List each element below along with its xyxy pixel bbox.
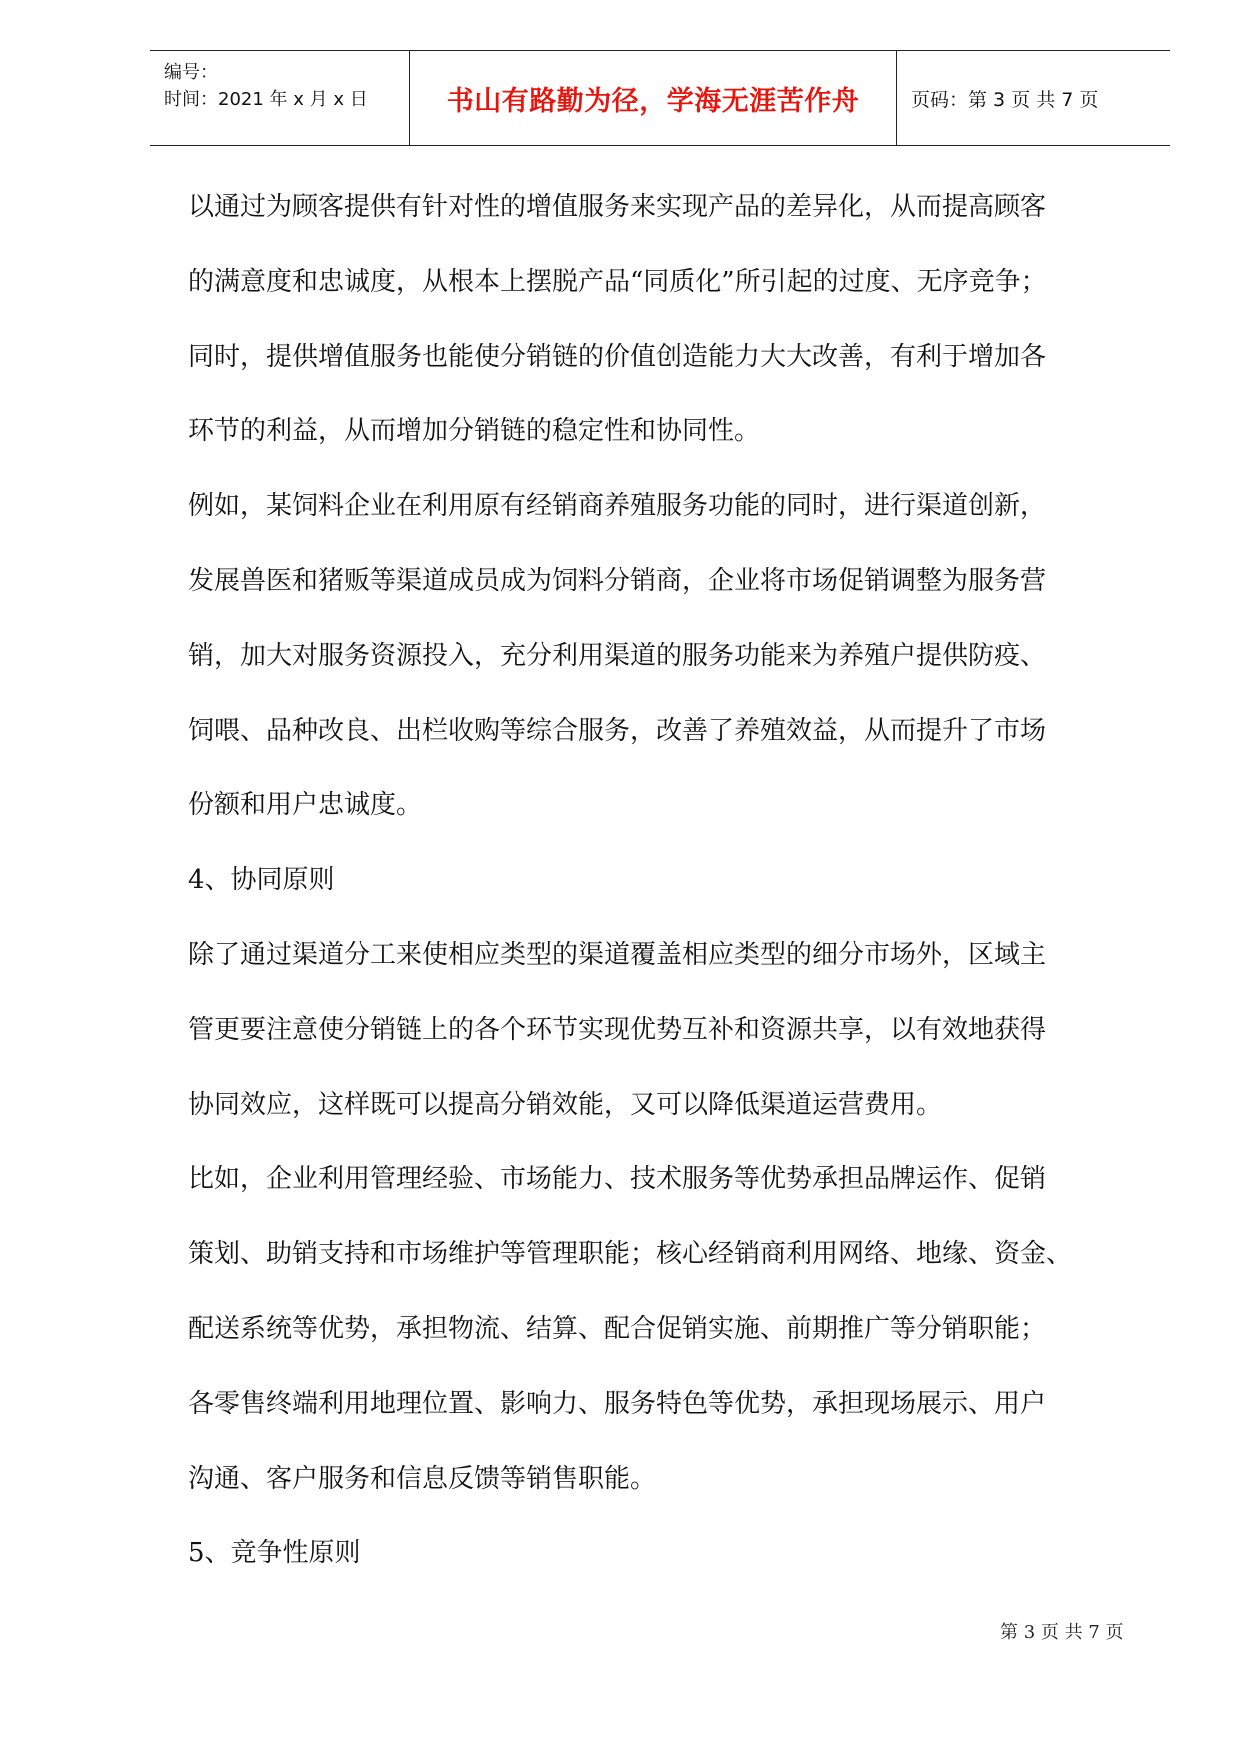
document-header <box>150 50 1170 146</box>
section-heading: 5、竞争性原则 <box>188 1538 361 1569</box>
body-line: 环节的利益，从而增加分销链的稳定性和协同性。 <box>188 416 761 447</box>
body-line: 各零售终端利用地理位置、影响力、服务特色等优势，承担现场展示、用户 <box>188 1388 1047 1419</box>
body-line: 例如，某饲料企业在利用原有经销商养殖服务功能的同时，进行渠道创新， <box>188 491 1047 522</box>
header-meta-cell <box>150 51 410 145</box>
body-line: 销，加大对服务资源投入，充分利用渠道的服务功能来为养殖户提供防疫、 <box>188 640 1047 671</box>
body-line: 的满意度和忠诚度，从根本上摆脱产品“同质化”所引起的过度、无序竞争； <box>188 266 1047 297</box>
body-line: 管更要注意使分销链上的各个环节实现优势互补和资源共享，以有效地获得 <box>188 1014 1047 1045</box>
section-heading: 4、协同原则 <box>188 865 335 896</box>
body-line: 配送系统等优势，承担物流、结算、配合促销实施、前期推广等分销职能； <box>188 1313 1047 1344</box>
page-footer: 第 3 页 共 7 页 <box>1000 1622 1124 1643</box>
header-motto: 书山有路勤为径，学海无涯苦作舟 <box>446 85 860 117</box>
body-line: 协同效应，这样既可以提高分销效能，又可以降低渠道运营费用。 <box>188 1089 943 1120</box>
body-line: 饲喂、品种改良、出栏收购等综合服务，改善了养殖效益，从而提升了市场 <box>188 715 1047 746</box>
body-line: 发展兽医和猪贩等渠道成员成为饲料分销商，企业将市场促销调整为服务营 <box>188 565 1047 596</box>
body-line: 策划、助销支持和市场维护等管理职能；核心经销商利用网络、地缘、资金、 <box>188 1239 1073 1270</box>
header-page-info: 页码：第 3 页 共 7 页 <box>911 88 1099 111</box>
body-line: 除了通过渠道分工来使相应类型的渠道覆盖相应类型的细分市场外，区域主 <box>188 939 1047 970</box>
header-page-cell <box>897 51 1170 145</box>
document-body <box>188 170 1148 1591</box>
document-date-line: 时间：2021 年 x 月 x 日 <box>164 89 368 110</box>
header-motto-cell <box>410 51 897 145</box>
body-line: 份额和用户忠诚度。 <box>188 790 423 821</box>
body-line: 比如，企业利用管理经验、市场能力、技术服务等优势承担品牌运作、促销 <box>188 1164 1047 1195</box>
body-line: 沟通、客户服务和信息反馈等销售职能。 <box>188 1463 657 1494</box>
body-line: 以通过为顾客提供有针对性的增值服务来实现产品的差异化，从而提高顾客 <box>188 192 1047 222</box>
document-number-label: 编号： <box>164 62 218 83</box>
body-line: 同时，提供增值服务也能使分销链的价值创造能力大大改善，有利于增加各 <box>188 341 1047 372</box>
